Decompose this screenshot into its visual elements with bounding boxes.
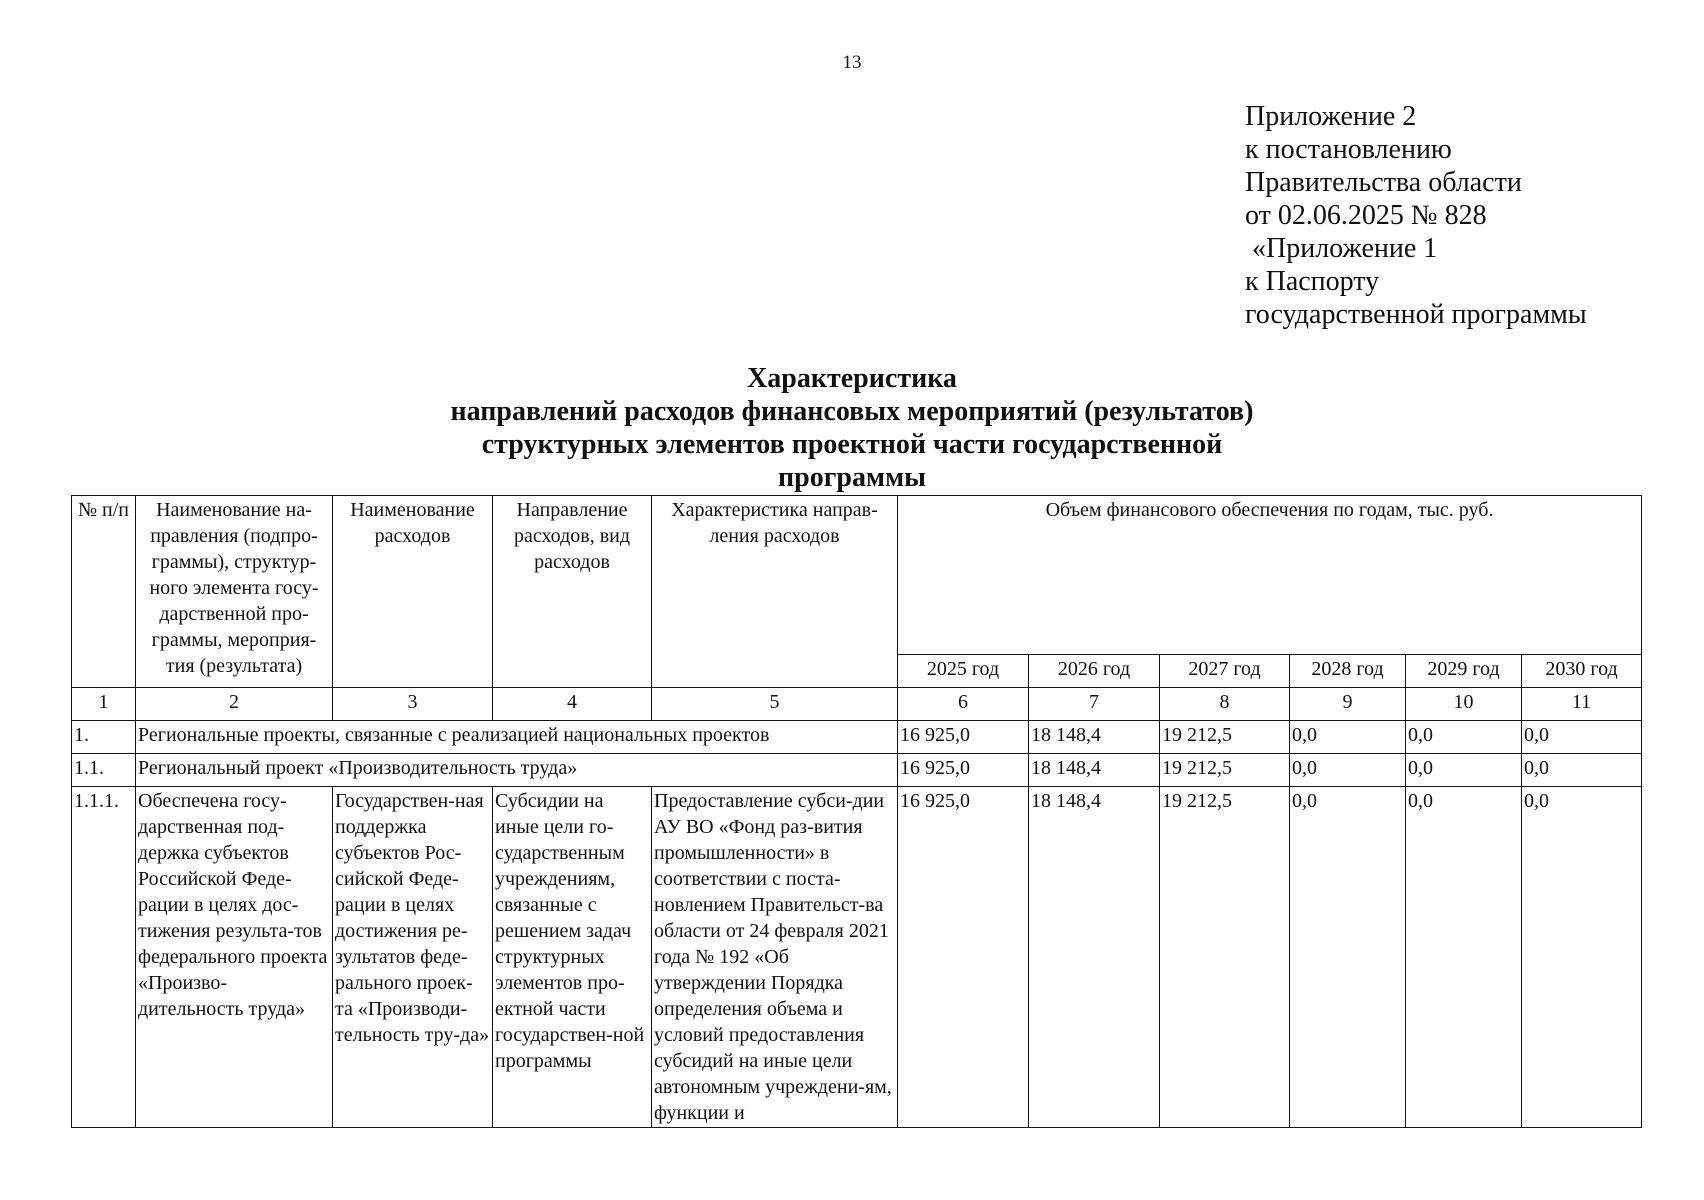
appendix-reference <box>1245 100 1587 331</box>
year-header: 2029 год <box>1406 655 1522 688</box>
header-funding-volume: Объем финансового обеспечения по годам, тыс. руб. <box>898 496 1642 655</box>
header-number: № п/п <box>72 496 136 688</box>
value-cell: 19 212,5 <box>1160 754 1290 787</box>
title-line: Характеристика <box>747 363 957 394</box>
column-number: 4 <box>493 688 652 721</box>
value-cell: 16 925,0 <box>898 754 1029 787</box>
value-cell: 0,0 <box>1406 754 1522 787</box>
header-expense-characteristic: Характеристика направ-ления расходов <box>652 496 898 688</box>
row-name: Региональный проект «Производительность труда» <box>136 754 898 787</box>
table-row-detail <box>72 787 1642 1128</box>
column-number: 8 <box>1160 688 1290 721</box>
title-line: структурных элементов проектной части государственной <box>481 429 1223 460</box>
value-cell: 19 212,5 <box>1160 787 1290 1128</box>
year-header: 2027 год <box>1160 655 1290 688</box>
header-row <box>72 496 1642 655</box>
table-row <box>72 721 1642 754</box>
value-cell: 0,0 <box>1290 721 1406 754</box>
column-number: 6 <box>898 688 1029 721</box>
column-number: 2 <box>136 688 333 721</box>
row-number: 1. <box>72 721 136 754</box>
appendix-line: к постановлению <box>1245 134 1452 165</box>
row-number: 1.1. <box>72 754 136 787</box>
column-number: 7 <box>1029 688 1160 721</box>
title-line: программы <box>778 462 926 493</box>
appendix-line: Правительства области <box>1245 167 1522 198</box>
value-cell: 19 212,5 <box>1160 721 1290 754</box>
appendix-line: «Приложение 1 <box>1245 233 1438 264</box>
expense-characteristic-cell: Предоставление субси-дии АУ ВО «Фонд раз-вития промышленности» в соответствии с поста-новлением Правительст-ва области от 24 февраля 2021 года № 192 «Об утверждении Порядка определения объема и условий предоставления субсидий на иные цели автономным учреждени-ям, функции и <box>652 787 898 1128</box>
column-number-row <box>72 688 1642 721</box>
value-cell: 0,0 <box>1406 721 1522 754</box>
value-cell: 16 925,0 <box>898 721 1029 754</box>
value-cell: 0,0 <box>1522 754 1642 787</box>
column-number: 5 <box>652 688 898 721</box>
column-number: 1 <box>72 688 136 721</box>
appendix-line: к Паспорту <box>1245 266 1380 297</box>
column-number: 11 <box>1522 688 1642 721</box>
appendix-line: государственной программы <box>1245 299 1587 330</box>
value-cell: 0,0 <box>1406 787 1522 1128</box>
year-header: 2030 год <box>1522 655 1642 688</box>
row-name: Обеспечена госу-дарственная под-держка субъектов Российской Феде-рации в целях дос-тижения результа-тов федерального проекта «Произво-дительность труда» <box>136 787 333 1128</box>
table-row <box>72 754 1642 787</box>
column-number: 10 <box>1406 688 1522 721</box>
appendix-line: от 02.06.2025 № 828 <box>1245 200 1487 231</box>
year-header: 2025 год <box>898 655 1029 688</box>
value-cell: 16 925,0 <box>898 787 1029 1128</box>
appendix-line: Приложение 2 <box>1245 101 1417 132</box>
value-cell: 0,0 <box>1290 787 1406 1128</box>
row-name: Региональные проекты, связанные с реализацией национальных проектов <box>136 721 898 754</box>
row-number: 1.1.1. <box>72 787 136 1128</box>
header-expense-name: Наименование расходов <box>333 496 493 688</box>
value-cell: 18 148,4 <box>1029 754 1160 787</box>
column-number: 9 <box>1290 688 1406 721</box>
year-header: 2026 год <box>1029 655 1160 688</box>
year-header: 2028 год <box>1290 655 1406 688</box>
value-cell: 0,0 <box>1522 721 1642 754</box>
expenditure-table <box>71 495 1642 1128</box>
header-expense-direction: Направление расходов, вид расходов <box>493 496 652 688</box>
expense-name-cell: Государствен-ная поддержка субъектов Рос-сийской Феде-рации в целях достижения ре-зультатов феде-рального проек-та «Производи-тельность тру-да» <box>333 787 493 1128</box>
value-cell: 18 148,4 <box>1029 787 1160 1128</box>
value-cell: 0,0 <box>1522 787 1642 1128</box>
document-title <box>0 362 1704 494</box>
expense-direction-cell: Субсидии на иные цели го-сударственным учреждениям, связанные с решением задач структурных элементов про-ектной части государствен-ной программы <box>493 787 652 1128</box>
header-direction-name: Наименование на-правления (подпро-граммы), структур-ного элемента госу-дарственной про-граммы, мероприя-тия (результата) <box>136 496 333 688</box>
page-number: 13 <box>842 52 862 73</box>
title-line: направлений расходов финансовых мероприятий (результатов) <box>450 396 1254 427</box>
column-number: 3 <box>333 688 493 721</box>
value-cell: 0,0 <box>1290 754 1406 787</box>
value-cell: 18 148,4 <box>1029 721 1160 754</box>
